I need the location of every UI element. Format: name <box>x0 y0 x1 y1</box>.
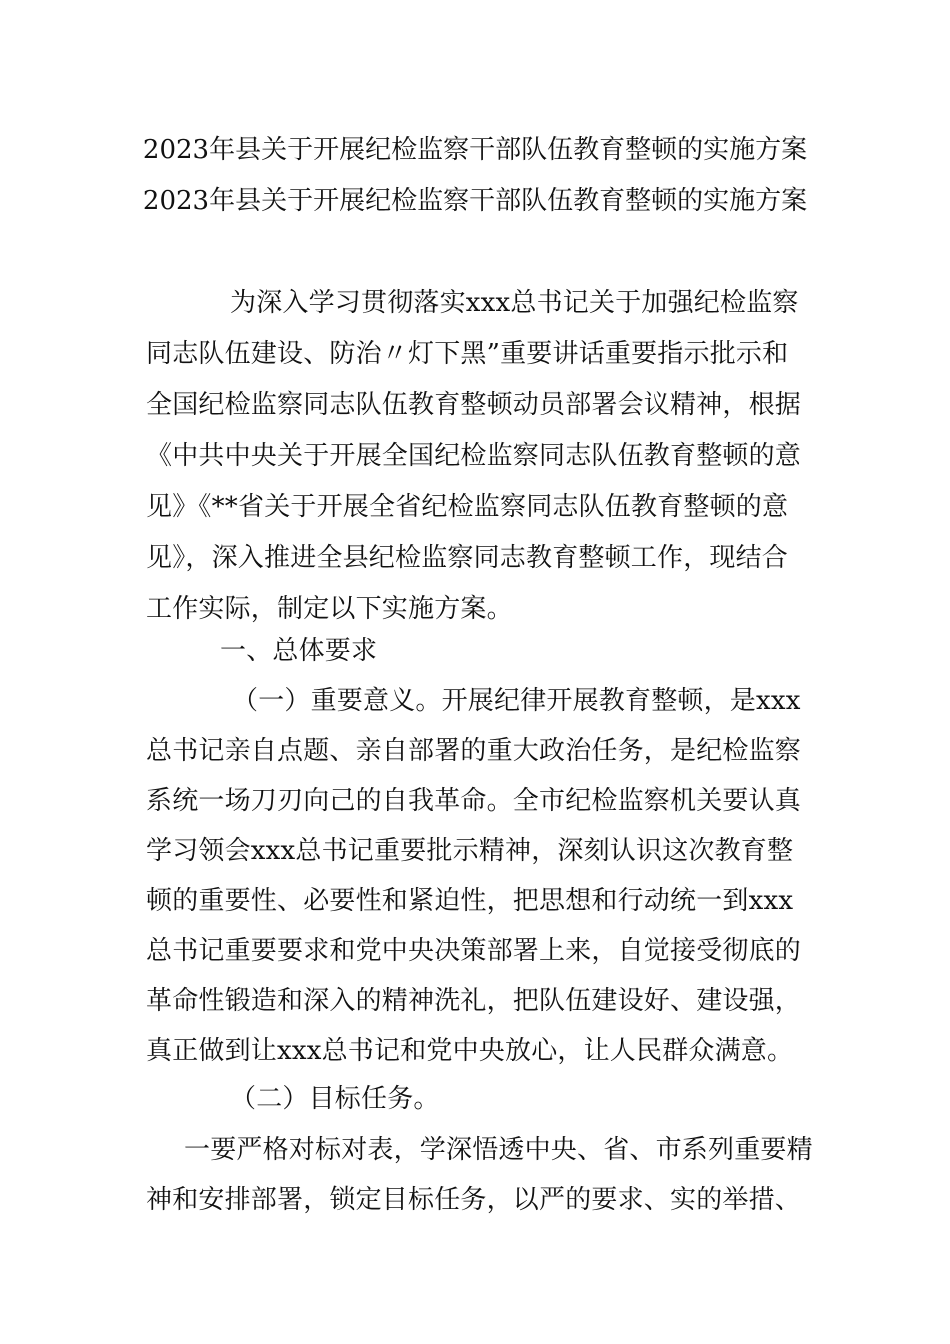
paragraph-line: 学习领会xxx总书记重要批示精神，深刻认识这次教育整 <box>146 836 794 866</box>
section-heading: 一、总体要求 <box>220 636 378 666</box>
subsection-heading: （二）目标任务。 <box>230 1084 440 1114</box>
paragraph-line: 总书记亲自点题、亲自部署的重大政治任务，是纪检监察 <box>146 736 802 766</box>
paragraph-line: 为深入学习贯彻落实xxx总书记关于加强纪检监察 <box>230 288 799 318</box>
paragraph-line: 神和安排部署，锁定目标任务，以严的要求、实的举措、 <box>146 1185 802 1215</box>
paragraph-line: 革命性锻造和深入的精神洗礼，把队伍建设好、建设强， <box>146 986 802 1016</box>
paragraph-line: 真正做到让xxx总书记和党中央放心，让人民群众满意。 <box>146 1036 794 1066</box>
paragraph-line: 全国纪检监察同志队伍教育整顿动员部署会议精神，根据 <box>146 390 802 420</box>
document-title: 2023年县关于开展纪检监察干部队伍教育整顿的实施方案 <box>142 135 808 165</box>
paragraph-line: 见》，深入推进全县纪检监察同志教育整顿工作，现结合 <box>146 543 789 573</box>
paragraph-line: 见》《**省关于开展全省纪检监察同志队伍教育整顿的意 <box>146 492 789 522</box>
paragraph-line: 系统一场刀刃向己的自我革命。全市纪检监察机关要认真 <box>146 786 802 816</box>
paragraph-line: 一要严格对标对表，学深悟透中央、省、市系列重要精 <box>184 1135 813 1165</box>
paragraph-line: 同志队伍建设、防治〃灯下黑”重要讲话重要指示批示和 <box>146 339 789 369</box>
paragraph-line: 工作实际，制定以下实施方案。 <box>146 594 513 624</box>
paragraph-line: （一）重要意义。开展纪律开展教育整顿，是xxx <box>232 686 801 716</box>
paragraph-line: 《中共中央关于开展全国纪检监察同志队伍教育整顿的意 <box>146 441 802 471</box>
paragraph-line: 总书记重要要求和党中央决策部署上来，自觉接受彻底的 <box>146 936 802 966</box>
paragraph-line: 顿的重要性、必要性和紧迫性，把思想和行动统一到xxx <box>146 886 794 916</box>
document-title-repeat: 2023年县关于开展纪检监察干部队伍教育整顿的实施方案 <box>142 186 808 216</box>
